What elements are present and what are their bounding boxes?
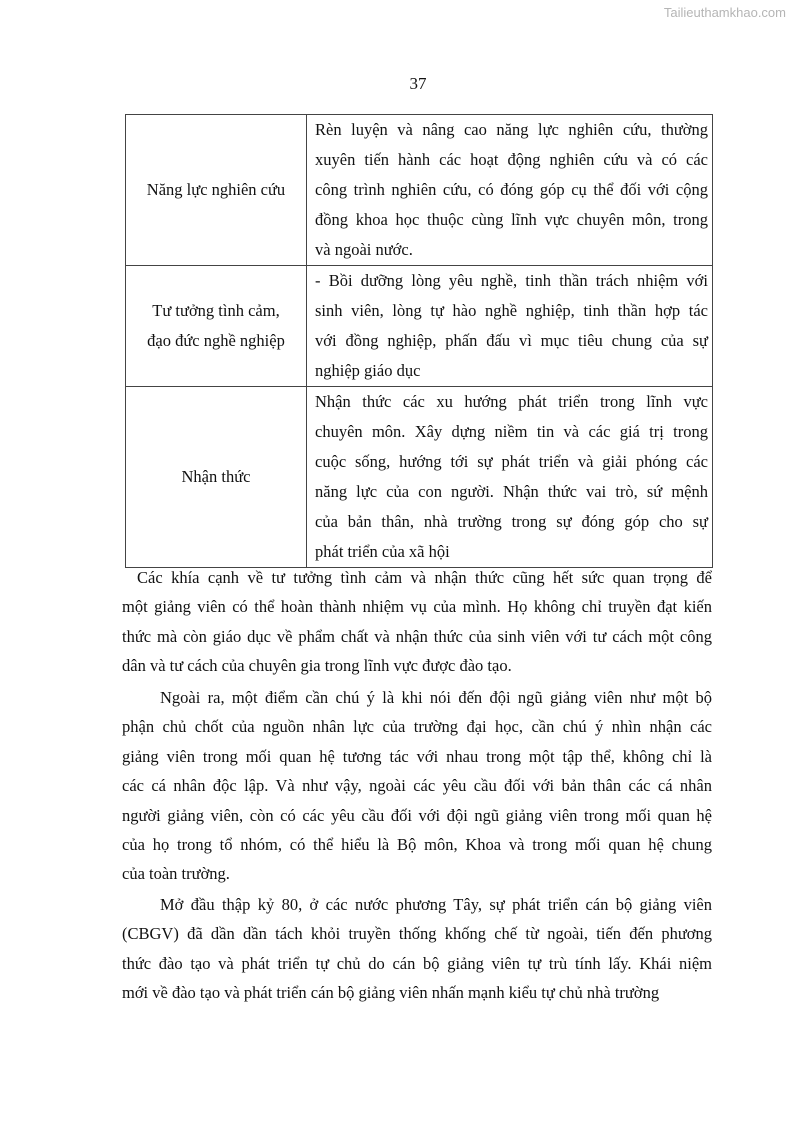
row-label-line: Tư tưởng tình cảm, — [152, 301, 280, 320]
page-number: 37 — [409, 74, 427, 93]
description-line: nghiệp giáo dục — [315, 361, 421, 380]
paragraph-line: mới về đào tạo và phát triển cán bộ giảng viên nhấn mạnh kiểu tự chủ nhà trường — [122, 983, 660, 1003]
competency-table — [125, 114, 713, 568]
description-line: và ngoài nước. — [315, 240, 413, 259]
paragraph-line: dân và tư cách của chuyên gia trong lĩnh vực được đào tạo. — [122, 656, 512, 676]
description-line: với đồng nghiệp, phấn đấu vì mục tiêu chung của sự — [315, 331, 708, 350]
paragraph-line: phận chủ chốt của nguồn nhân lực của trường đại học, cần chú ý nhìn nhận các — [122, 717, 712, 737]
description-line: cuộc sống, hướng tới sự phát triển và giải phóng các — [315, 452, 708, 471]
description-line: Rèn luyện và nâng cao năng lực nghiên cứu, thường — [315, 120, 708, 139]
paragraph-line: các cá nhân độc lập. Và như vậy, ngoài các yêu cầu đối với bản thân các cá nhân — [122, 776, 712, 796]
table-row — [126, 387, 713, 568]
description-line: Nhận thức các xu hướng phát triển trong lĩnh vực — [315, 392, 708, 411]
description-line: của bản thân, nhà trường trong sự đóng góp cho sự — [315, 512, 708, 531]
paragraph-line: (CBGV) đã dần dần tách khỏi truyền thống khống chế từ ngoài, tiến đến phương — [122, 924, 712, 944]
paragraph-line: một giảng viên có thể hoàn thành nhiệm vụ của mình. Họ không chỉ truyền đạt kiến — [122, 597, 712, 617]
row-label — [126, 115, 307, 266]
description-line: đồng khoa học thuộc cùng lĩnh vực chuyên môn, trong — [315, 210, 708, 229]
table-row — [126, 266, 713, 387]
paragraph-line: của toàn trường. — [122, 864, 230, 884]
watermark: Tailieuthamkhao.com — [663, 5, 786, 20]
row-description — [307, 266, 713, 387]
paragraph-1 — [122, 563, 712, 681]
description-line: công trình nghiên cứu, có đóng góp cụ thể đối với cộng — [315, 180, 708, 199]
description-line: - Bồi dưỡng lòng yêu nghề, tinh thần trách nhiệm với — [315, 271, 708, 290]
paragraph-line: giảng viên trong mối quan hệ tương tác với nhau trong một tập thể, không chỉ là — [122, 746, 712, 766]
description-line: sinh viên, lòng tự hào nghề nghiệp, tinh thần hợp tác — [315, 301, 708, 320]
paragraph-line: Ngoài ra, một điểm cần chú ý là khi nói đến đội ngũ giảng viên như một bộ — [160, 688, 712, 707]
row-label — [126, 387, 307, 568]
row-label-line: Nhận thức — [181, 467, 251, 486]
description-line: năng lực của con người. Nhận thức vai trò, sứ mệnh — [315, 482, 708, 501]
description-line: xuyên tiến hành các hoạt động nghiên cứu và có các — [315, 150, 708, 169]
paragraph-2 — [122, 683, 712, 889]
paragraph-3 — [122, 890, 712, 1008]
paragraph-line: thức mà còn giáo dục về phẩm chất và nhận thức của sinh viên với tư cách một công — [122, 626, 712, 646]
description-line: phát triển của xã hội — [315, 542, 450, 561]
table-row — [126, 115, 713, 266]
row-description — [307, 387, 713, 568]
description-line: chuyên môn. Xây dựng niềm tin và các giá trị trong — [315, 422, 708, 441]
row-label — [126, 266, 307, 387]
paragraph-line: của họ trong tổ nhóm, có thể hiểu là Bộ môn, Khoa và trong mối quan hệ chung — [122, 834, 712, 854]
row-description — [307, 115, 713, 266]
row-label-line: đạo đức nghề nghiệp — [147, 331, 285, 350]
paragraph-line: Các khía cạnh về tư tưởng tình cảm và nhận thức cũng hết sức quan trọng để — [137, 568, 712, 587]
paragraph-line: thức đào tạo và phát triển tự chủ do cán bộ giảng viên tự trù tính lấy. Khái niệm — [122, 953, 712, 973]
row-label-line: Năng lực nghiên cứu — [146, 180, 286, 199]
paragraph-line: Mở đầu thập kỷ 80, ở các nước phương Tây, sự phát triển cán bộ giảng viên — [160, 895, 712, 914]
paragraph-line: người giảng viên, còn có các yêu cầu đối với đội ngũ giảng viên trong mối quan hệ — [122, 805, 712, 825]
